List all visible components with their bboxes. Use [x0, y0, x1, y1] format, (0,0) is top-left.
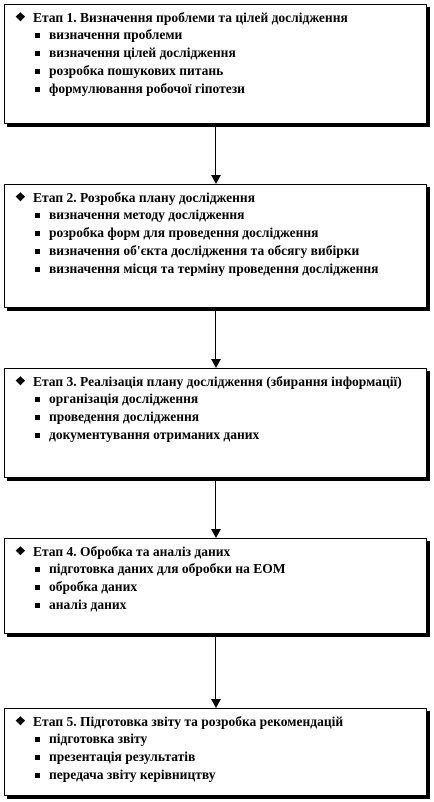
diamond-bullet-icon: ❖ [15, 10, 26, 24]
diamond-bullet-icon: ❖ [15, 714, 26, 728]
stage-2-title: ❖ Етап 2. Розробка плану дослідження [15, 190, 256, 205]
list-item: розробка форм для проведення дослідження [35, 224, 418, 242]
list-item: визначення проблеми [35, 26, 418, 44]
list-item: визначення об'єкта дослідження та обсягу вибірки [35, 242, 418, 260]
square-bullet-icon [35, 596, 49, 614]
arrow-down-icon [211, 529, 221, 538]
list-item: визначення методу дослідження [35, 206, 418, 224]
square-bullet-icon [35, 26, 49, 44]
flow-arrow-2-to-3 [210, 310, 222, 368]
stage-3-items [15, 390, 418, 444]
diamond-bullet-icon: ❖ [15, 544, 26, 558]
square-bullet-icon [35, 390, 49, 408]
arrow-down-icon [211, 699, 221, 708]
square-bullet-icon [35, 766, 49, 784]
arrow-down-icon [211, 175, 221, 184]
list-item: презентація результатів [35, 748, 418, 766]
list-item: документування отриманих даних [35, 426, 418, 444]
stage-2-items [15, 206, 418, 278]
square-bullet-icon [35, 260, 49, 278]
list-item: аналіз даних [35, 596, 418, 614]
square-bullet-icon [35, 408, 49, 426]
stage-2-box [4, 184, 427, 308]
list-item: проведення дослідження [35, 408, 418, 426]
stage-1-box [4, 4, 427, 124]
list-item: обробка даних [35, 578, 418, 596]
list-item: розробка пошукових питань [35, 62, 418, 80]
square-bullet-icon [35, 730, 49, 748]
diamond-bullet-icon: ❖ [15, 374, 26, 388]
stage-4-title: ❖ Етап 4. Обробка та аналіз даних [15, 544, 231, 559]
square-bullet-icon [35, 44, 49, 62]
square-bullet-icon [35, 242, 49, 260]
list-item: передача звіту керівництву [35, 766, 418, 784]
square-bullet-icon [35, 578, 49, 596]
square-bullet-icon [35, 426, 49, 444]
list-item: підготовка даних для обробки на ЕОМ [35, 560, 418, 578]
list-item: визначення місця та терміну проведення дослідження [35, 260, 418, 278]
square-bullet-icon [35, 62, 49, 80]
flow-arrow-1-to-2 [210, 126, 222, 184]
stage-4-box [4, 538, 427, 634]
square-bullet-icon [35, 560, 49, 578]
list-item: підготовка звіту [35, 730, 418, 748]
stage-4-items [15, 560, 418, 614]
list-item: організація дослідження [35, 390, 418, 408]
stage-3-title: ❖ Етап 3. Реалізація плану дослідження (збирання інформації) [15, 374, 402, 389]
square-bullet-icon [35, 748, 49, 766]
list-item: формулювання робочої гіпотези [35, 80, 418, 98]
arrow-down-icon [211, 359, 221, 368]
stage-1-title: ❖ Етап 1. Визначення проблеми та цілей дослідження [15, 10, 348, 25]
square-bullet-icon [35, 206, 49, 224]
stage-1-items [15, 26, 418, 98]
square-bullet-icon [35, 224, 49, 242]
stage-5-title: ❖ Етап 5. Підготовка звіту та розробка рекомендацій [15, 714, 344, 729]
stage-3-box [4, 368, 427, 478]
stage-5-box [4, 708, 427, 796]
flow-arrow-3-to-4 [210, 480, 222, 538]
flow-arrow-4-to-5 [210, 636, 222, 708]
square-bullet-icon [35, 80, 49, 98]
diamond-bullet-icon: ❖ [15, 190, 26, 204]
list-item: визначення цілей дослідження [35, 44, 418, 62]
stage-5-items [15, 730, 418, 784]
